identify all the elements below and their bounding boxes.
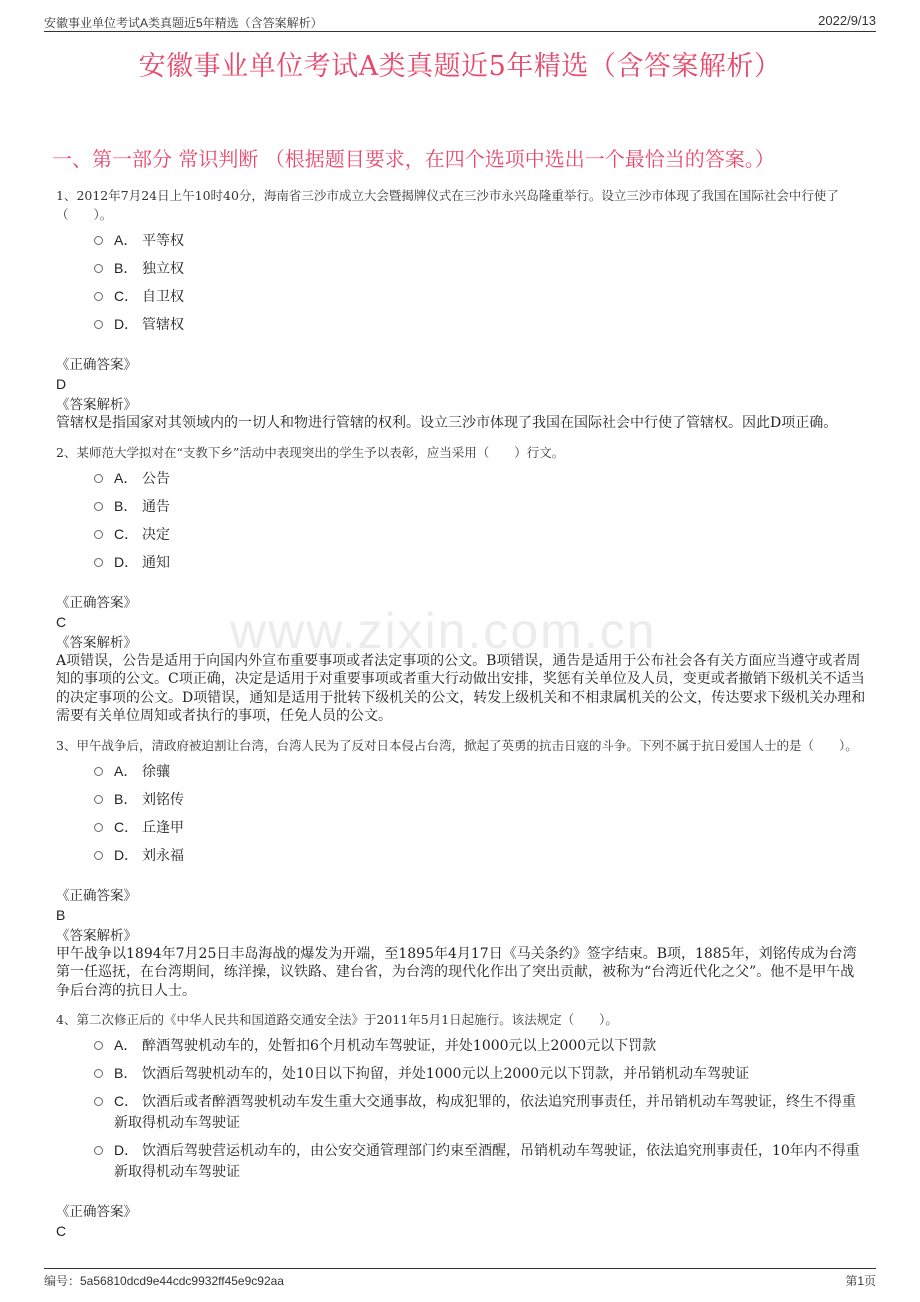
option-text: 平等权 xyxy=(142,233,184,249)
radio-icon[interactable] xyxy=(94,320,103,329)
radio-icon[interactable] xyxy=(94,1041,103,1050)
question-text: 1、2012年7月24日上午10时40分，海南省三沙市成立大会暨揭牌仪式在三沙市永兴岛隆重举行。设立三沙市体现了我国在国际社会中行使了（ ）。 xyxy=(56,188,839,222)
page-number: 第1页 xyxy=(845,1274,876,1288)
explanation-label: 《答案解析》 xyxy=(56,634,137,651)
section-heading: 一、第一部分 常识判断 （根据题目要求，在四个选项中选出一个最恰当的答案。） xyxy=(52,147,775,171)
option-list xyxy=(56,761,868,867)
option-b[interactable]: B． 饮酒后驾驶机动车的，处10日以下拘留，并处1000元以上2000元以下罚款，并吊销机动车驾驶证 xyxy=(56,1063,868,1085)
option-text: 饮酒后或者醉酒驾驶机动车发生重大交通事故，构成犯罪的，依法追究刑事责任，并吊销机动车驾驶证，终生不得重新取得机动车驾驶证 xyxy=(114,1094,856,1131)
radio-icon[interactable] xyxy=(94,1146,103,1155)
option-d[interactable]: D． 管辖权 xyxy=(56,314,868,336)
option-text: 丘逢甲 xyxy=(142,819,184,836)
answer-label: 《正确答案》 xyxy=(56,357,137,373)
option-c[interactable]: C． 决定 xyxy=(56,524,868,546)
question-2 xyxy=(56,443,868,726)
explanation-text: A项错误，公告是适用于向国内外宣布重要事项或者法定事项的公文。B项错误，通告是适用于公布社会各有关方面应当遵守或者周知的事项的公文。C项正确，决定是适用于对重要事项或者重大行动做出安排，奖惩有关单位及人员，变更或者撤销下级机关不适当的决定事项的公文。D项错误，通知是适用于批转下级机关的公文，转发上级机关和不相隶属机关的公文，传达要求下级机关办理和需要有关单位周知或者执行的事项，任免人员的公文。 xyxy=(56,652,866,724)
option-text: 公告 xyxy=(142,470,170,487)
radio-icon[interactable] xyxy=(94,292,103,301)
radio-icon[interactable] xyxy=(94,236,103,245)
explanation-label: 《答案解析》 xyxy=(56,397,137,413)
radio-icon[interactable] xyxy=(94,767,103,776)
option-a[interactable]: A． 醉酒驾驶机动车的，处暂扣6个月机动车驾驶证，并处1000元以上2000元以下罚款 xyxy=(56,1035,868,1057)
option-text: 刘铭传 xyxy=(142,791,184,808)
option-b[interactable]: B． 通告 xyxy=(56,496,868,518)
question-3 xyxy=(56,736,868,1001)
radio-icon[interactable] xyxy=(94,1069,103,1078)
question-1 xyxy=(56,186,868,433)
radio-icon[interactable] xyxy=(94,474,103,483)
page-footer xyxy=(44,1268,876,1289)
explanation-text: 甲午战争以1894年7月25日丰岛海战的爆发为开端，至1895年4月17日《马关条约》签字结束。B项，1885年，刘铭传成为台湾第一任巡抚，在台湾期间，练洋操，议铁路、建台省，为台湾的现代化作出了突出贡献，被称为“台湾近代化之父”。他不是甲午战争后台湾的抗日人士。 xyxy=(56,945,857,999)
option-d[interactable]: D． 饮酒后驾驶营运机动车的，由公安交通管理部门约束至酒醒，吊销机动车驾驶证，依法追究刑事责任，10年内不得重新取得机动车驾驶证 xyxy=(56,1140,868,1183)
question-text: 2、某师范大学拟对在“支教下乡”活动中表现突出的学生予以表彰，应当采用（ ）行文。 xyxy=(56,444,565,460)
option-list xyxy=(56,1035,868,1183)
answer-label: 《正确答案》 xyxy=(56,887,137,904)
answer-label: 《正确答案》 xyxy=(56,594,137,611)
option-c[interactable]: C． 饮酒后或者醉酒驾驶机动车发生重大交通事故，构成犯罪的，依法追究刑事责任，并吊销机动车驾驶证，终生不得重新取得机动车驾驶证 xyxy=(56,1091,868,1134)
explanation-text: 管辖权是指国家对其领域内的一切人和物进行管辖的权利。设立三沙市体现了我国在国际社会中行使了管辖权。因此D项正确。 xyxy=(56,415,838,431)
option-a[interactable]: A． 徐骧 xyxy=(56,761,868,783)
radio-icon[interactable] xyxy=(94,795,103,804)
answer-value: B xyxy=(56,906,66,923)
option-text: 饮酒后驾驶机动车的，处10日以下拘留，并处1000元以上2000元以下罚款，并吊销机动车驾驶证 xyxy=(142,1066,750,1082)
option-text: 管辖权 xyxy=(142,317,184,333)
header-doc-title: 安徽事业单位考试A类真题近5年精选（含答案解析） xyxy=(44,16,323,30)
page-header xyxy=(44,13,876,32)
option-text: 醉酒驾驶机动车的，处暂扣6个月机动车驾驶证，并处1000元以上2000元以下罚款 xyxy=(142,1038,657,1054)
question-text: 3、甲午战争后，清政府被迫割让台湾，台湾人民为了反对日本侵占台湾，掀起了英勇的抗击日寇的斗争。下列不属于抗日爱国人士的是（ ）。 xyxy=(56,737,858,753)
document-id: 编号：5a56810dcd9e44cdc9932ff45e9c92aa xyxy=(44,1274,284,1288)
option-c[interactable]: C． 丘逢甲 xyxy=(56,817,868,839)
answer-value: C xyxy=(56,613,67,630)
option-text: 通告 xyxy=(142,498,170,515)
option-text: 决定 xyxy=(142,526,170,543)
option-d[interactable]: D． 刘永福 xyxy=(56,845,868,867)
option-b[interactable]: B． 独立权 xyxy=(56,258,868,280)
option-text: 饮酒后驾驶营运机动车的，由公安交通管理部门约束至酒醒，吊销机动车驾驶证，依法追究刑事责任，10年内不得重新取得机动车驾驶证 xyxy=(114,1143,860,1180)
option-c[interactable]: C． 自卫权 xyxy=(56,286,868,308)
option-text: 刘永福 xyxy=(142,847,184,864)
radio-icon[interactable] xyxy=(94,851,103,860)
document-title: 安徽事业单位考试A类真题近5年精选（含答案解析） xyxy=(138,51,782,82)
watermark: www.zixin.com.cn xyxy=(230,603,657,659)
explanation-label: 《答案解析》 xyxy=(56,927,137,944)
header-date: 2022/9/13 xyxy=(818,13,876,28)
option-list xyxy=(56,468,868,574)
option-a[interactable]: A． 公告 xyxy=(56,468,868,490)
answer-label: 《正确答案》 xyxy=(56,1204,137,1220)
option-d[interactable]: D． 通知 xyxy=(56,552,868,574)
option-b[interactable]: B． 刘铭传 xyxy=(56,789,868,811)
answer-value: C xyxy=(56,1223,67,1239)
option-list xyxy=(56,230,868,336)
radio-icon[interactable] xyxy=(94,558,103,567)
option-text: 通知 xyxy=(142,554,170,571)
question-text: 4、第二次修正后的《中华人民共和国道路交通安全法》于2011年5月1日起施行。该法规定（ ）。 xyxy=(56,1012,618,1027)
option-text: 徐骧 xyxy=(142,763,170,780)
radio-icon[interactable] xyxy=(94,530,103,539)
radio-icon[interactable] xyxy=(94,823,103,832)
radio-icon[interactable] xyxy=(94,1097,103,1106)
option-a[interactable]: A． 平等权 xyxy=(56,230,868,252)
option-text: 独立权 xyxy=(142,261,184,277)
radio-icon[interactable] xyxy=(94,264,103,273)
question-list xyxy=(56,186,868,1251)
answer-value: D xyxy=(56,376,67,392)
option-text: 自卫权 xyxy=(142,289,184,305)
radio-icon[interactable] xyxy=(94,502,103,511)
question-4 xyxy=(56,1010,868,1241)
